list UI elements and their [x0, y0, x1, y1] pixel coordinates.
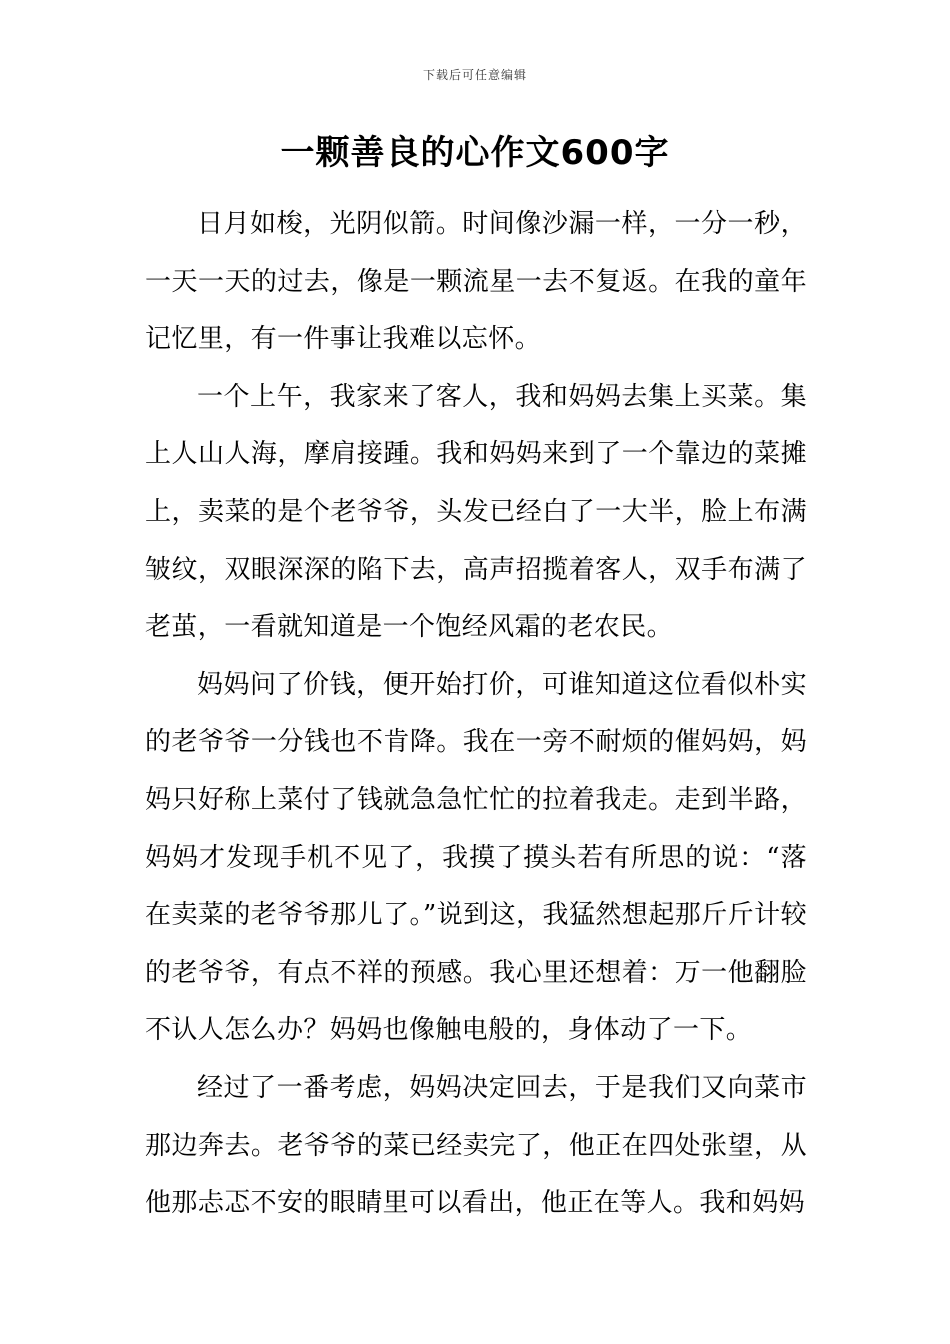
paragraph-4: 经过了一番考虑，妈妈决定回去，于是我们又向菜市那边奔去。老爷爷的菜已经卖完了，他正在四处张望，从他那忐忑不安的眼睛里可以看出，他正在等人。我和妈妈 — [145, 1072, 807, 1219]
paragraph-2: 一个上午，我家来了客人，我和妈妈去集上买菜。集上人山人海，摩肩接踵。我和妈妈来到了一个靠边的菜摊上，卖菜的是个老爷爷，头发已经白了一大半，脸上布满皱纹，双眼深深的陷下去，高声招揽着客人，双手布满了老茧，一看就知道是一个饱经风霜的老农民。 — [145, 381, 807, 643]
header-note: 下载后可任意编辑 — [422, 68, 527, 82]
document-title: 一颗善良的心作文600字 — [280, 133, 670, 173]
paragraph-1: 日月如梭，光阴似箭。时间像沙漏一样，一分一秒，一天一天的过去，像是一颗流星一去不复返。在我的童年记忆里，有一件事让我难以忘怀。 — [145, 209, 807, 355]
article-body — [145, 196, 807, 1233]
paragraph-3: 妈妈问了价钱，便开始打价，可谁知道这位看似朴实的老爷爷一分钱也不肯降。我在一旁不耐烦的催妈妈，妈妈只好称上菜付了钱就急急忙忙的拉着我走。走到半路，妈妈才发现手机不见了，我摸了摸头若有所思的说：“落在卖菜的老爷爷那儿了。”说到这，我猛然想起那斤斤计较的老爷爷，有点不祥的预感。我心里还想着：万一他翻脸不认人怎么办？妈妈也像触电般的，身体动了一下。 — [145, 669, 807, 1046]
